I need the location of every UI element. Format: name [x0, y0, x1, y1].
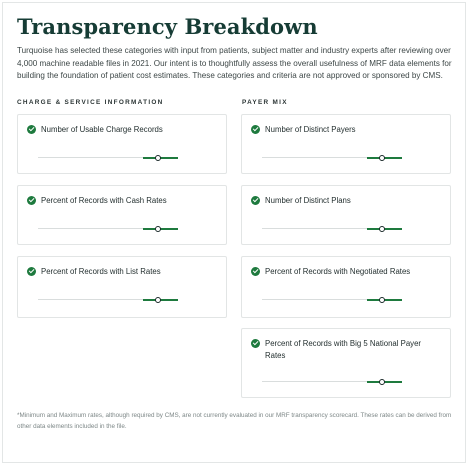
checkmark-icon: [27, 267, 36, 276]
score-track: [38, 299, 178, 300]
intro-text: Turquoise has selected these categories with input from patients, subject matter and industry experts after reviewing over 4,000 machine readable files in 2021. Our intent is to thoughtfully assess the overall usefulness of MRF data elements for building the foundation of patient cost estimates. These categories and criteria are not approved or sponsored by CMS.: [17, 46, 452, 80]
score-track: [262, 381, 402, 382]
card-cash-rates: [17, 185, 227, 245]
card-distinct-payers: [241, 114, 451, 174]
card-negotiated-rates: [241, 256, 451, 318]
card-big5-payer-rates: [241, 328, 451, 398]
checkmark-icon: [27, 125, 36, 134]
checkmark-icon: [251, 196, 260, 205]
card-label: Percent of Records with Negotiated Rates: [265, 267, 411, 276]
section-label-charge: CHARGE & SERVICE INFORMATION: [17, 99, 164, 106]
score-track: [262, 299, 402, 300]
checkmark-icon: [251, 339, 260, 348]
card-usable-charge-records: [17, 114, 227, 174]
card-label: Percent of Records with Big 5 National Payer Rates: [265, 339, 422, 360]
card-label: Number of Distinct Plans: [265, 196, 351, 205]
score-knob: [379, 226, 385, 232]
card-label: Number of Distinct Payers: [265, 125, 356, 134]
checkmark-icon: [251, 125, 260, 134]
score-track: [262, 157, 402, 158]
score-track: [38, 228, 178, 229]
score-knob: [155, 155, 161, 161]
footnote: *Minimum and Maximum rates, although required by CMS, are not currently evaluated in our MRF transparency scorecard. These rates can be derived from other data elements included in the file.: [17, 412, 452, 430]
card-label: Percent of Records with Cash Rates: [41, 196, 167, 205]
score-knob: [155, 297, 161, 303]
card-list-rates: [17, 256, 227, 318]
score-track: [262, 228, 402, 229]
score-knob: [379, 379, 385, 385]
card-label: Percent of Records with List Rates: [41, 267, 161, 276]
card-distinct-plans: [241, 185, 451, 245]
checkmark-icon: [251, 267, 260, 276]
score-knob: [379, 297, 385, 303]
score-track: [38, 157, 178, 158]
score-knob: [379, 155, 385, 161]
score-knob: [155, 226, 161, 232]
checkmark-icon: [27, 196, 36, 205]
section-label-payer: PAYER MIX: [242, 99, 288, 106]
page-title: Transparency Breakdown: [17, 14, 318, 39]
card-label: Number of Usable Charge Records: [41, 125, 163, 134]
